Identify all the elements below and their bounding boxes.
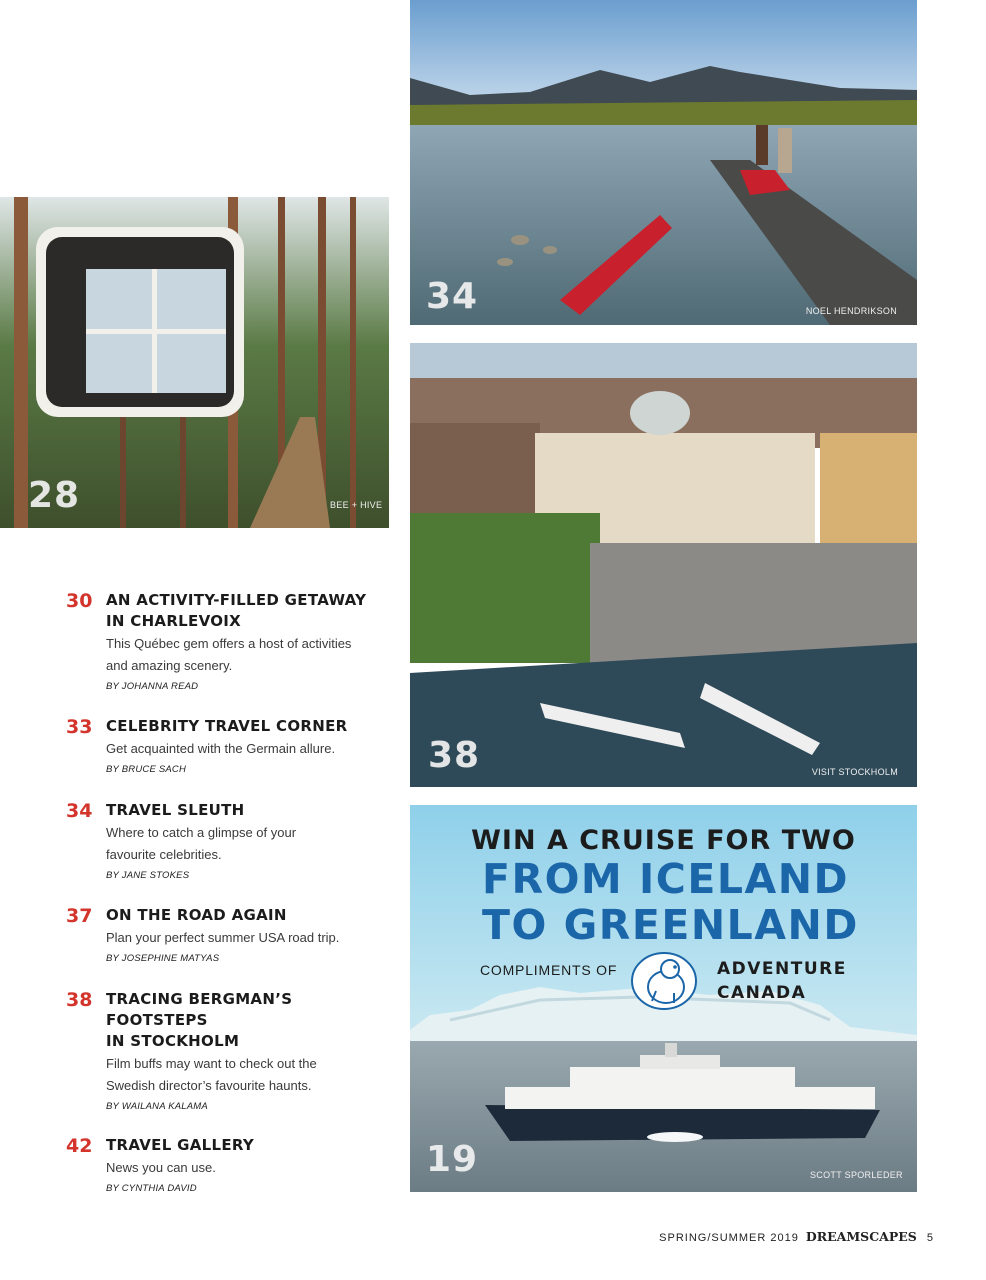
toc-title: TRACING BERGMAN’S FOOTSTEPS (106, 990, 293, 1029)
lake-kayak-photo (410, 0, 917, 325)
toc-byline: BY CYNTHIA DAVID (106, 1183, 197, 1194)
toc-byline: BY BRUCE SACH (106, 764, 187, 775)
toc-entry[interactable] (66, 800, 386, 881)
toc-page-number: 38 (66, 989, 93, 1011)
toc-entry[interactable] (66, 716, 386, 775)
page-number-badge: 38 (428, 735, 481, 776)
page-number: 5 (926, 1232, 934, 1244)
polar-bear-logo-icon (630, 951, 698, 1011)
toc-byline: BY JANE STOKES (106, 870, 190, 881)
toc-page-number: 30 (66, 590, 93, 612)
magazine-name: DREAMSCAPES (805, 1229, 917, 1244)
treehouse-photo (0, 197, 389, 528)
compliments-label: COMPLIMENTS OF (480, 962, 618, 978)
page-number-badge: 19 (426, 1139, 479, 1180)
toc-title: TRAVEL SLEUTH (106, 801, 245, 819)
page-number-badge: 28 (28, 475, 81, 516)
toc-byline: BY JOSEPHINE MATYAS (106, 953, 220, 964)
toc-title: ON THE ROAD AGAIN (106, 906, 287, 924)
toc-byline: BY JOHANNA READ (106, 681, 199, 692)
photo-credit: BEE + HIVE (330, 500, 383, 510)
contest-destination: TO GREENLAND (482, 901, 859, 949)
brand-name: ADVENTURE (717, 959, 847, 979)
contest-ad[interactable] (410, 805, 917, 1192)
stockholm-photo (410, 343, 917, 787)
toc-title: AN ACTIVITY-FILLED GETAWAY (106, 591, 367, 609)
toc-title: TRAVEL GALLERY (106, 1136, 255, 1154)
toc-description: Plan your perfect summer USA road trip. (106, 930, 340, 945)
toc-description: Swedish director’s favourite haunts. (106, 1078, 312, 1093)
issue-label: SPRING/SUMMER 2019 (659, 1232, 799, 1244)
toc-title: IN STOCKHOLM (106, 1032, 240, 1050)
table-of-contents (66, 590, 386, 1194)
toc-description: and amazing scenery. (106, 658, 233, 673)
contest-headline: WIN A CRUISE FOR TWO (471, 825, 856, 856)
toc-page-number: 33 (66, 716, 93, 738)
photo-credit: SCOTT SPORLEDER (810, 1170, 903, 1180)
toc-entry[interactable] (66, 590, 386, 692)
toc-page-number: 34 (66, 800, 93, 822)
toc-page-number: 42 (66, 1135, 93, 1157)
toc-entry[interactable] (66, 1135, 386, 1194)
toc-byline: BY WAILANA KALAMA (106, 1101, 208, 1112)
photo-credit: VISIT STOCKHOLM (811, 767, 898, 777)
page-footer (659, 1229, 934, 1244)
toc-description: This Québec gem offers a host of activities (106, 636, 352, 651)
photo-credit: NOEL HENDRIKSON (805, 306, 897, 316)
page-number-badge: 34 (426, 276, 479, 317)
brand-name: CANADA (717, 983, 807, 1003)
contest-destination: FROM ICELAND (482, 855, 850, 903)
toc-page-number: 37 (66, 905, 93, 927)
toc-description: News you can use. (106, 1160, 216, 1175)
toc-entry[interactable] (66, 989, 386, 1112)
toc-description: Film buffs may want to check out the (106, 1056, 317, 1071)
toc-description: Get acquainted with the Germain allure. (106, 741, 336, 756)
toc-entry[interactable] (66, 905, 386, 964)
toc-title: IN CHARLEVOIX (106, 612, 242, 630)
toc-description: favourite celebrities. (106, 847, 222, 862)
toc-title: CELEBRITY TRAVEL CORNER (106, 717, 348, 735)
toc-description: Where to catch a glimpse of your (106, 825, 297, 840)
